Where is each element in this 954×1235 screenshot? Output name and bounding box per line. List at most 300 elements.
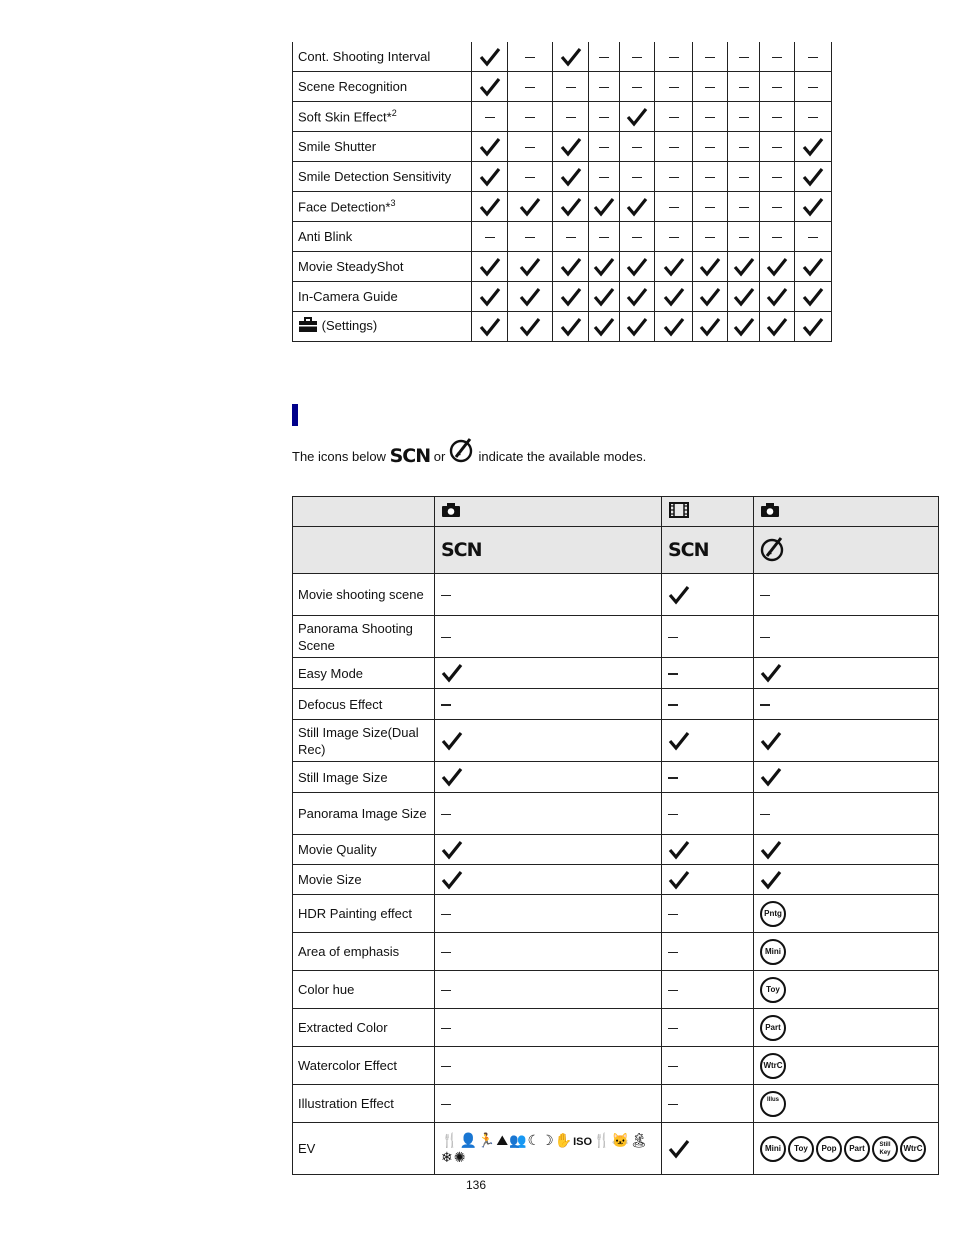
- table-cell: [553, 102, 589, 132]
- pntg-effect-icon: Pntg: [760, 901, 786, 927]
- check-icon: [802, 138, 824, 153]
- check-icon: [560, 198, 582, 213]
- dash-icon: [599, 57, 609, 59]
- dash-icon: [441, 595, 451, 597]
- table-cell: [589, 102, 620, 132]
- night-scene-icon: ☾: [527, 1131, 541, 1148]
- still-key-effect-icon: Still Key: [872, 1136, 898, 1162]
- table-cell: [620, 42, 655, 72]
- table-cell: [472, 162, 508, 192]
- row-label: Color hue: [293, 971, 435, 1009]
- scn-icon: SCN: [668, 539, 709, 561]
- dash-icon: [760, 595, 770, 597]
- table-cell: [553, 162, 589, 192]
- table-row: [293, 1123, 939, 1175]
- table-cell: [472, 222, 508, 252]
- dash-icon: [599, 147, 609, 149]
- dash-icon: [808, 117, 818, 119]
- row-label: Watercolor Effect: [293, 1047, 435, 1085]
- table-cell: [693, 42, 728, 72]
- table-cell: [795, 72, 832, 102]
- row-label: Area of emphasis: [293, 933, 435, 971]
- table-cell: [589, 252, 620, 282]
- table-cell: [435, 793, 662, 835]
- check-icon: [626, 318, 648, 333]
- dash-icon: [705, 147, 715, 149]
- check-icon: [699, 288, 721, 303]
- row-label: In-Camera Guide: [293, 282, 472, 312]
- check-icon: [626, 108, 648, 123]
- table-cell: [508, 222, 553, 252]
- dash-icon: [525, 147, 535, 149]
- table-cell: [728, 162, 760, 192]
- table-cell: [655, 312, 693, 342]
- table-cell: [693, 102, 728, 132]
- dash-icon: [705, 177, 715, 179]
- intro-after: indicate the available modes.: [478, 448, 647, 464]
- table-cell: [754, 574, 939, 616]
- table-cell: [435, 1009, 662, 1047]
- table-cell: [760, 252, 795, 282]
- header-row-icons: [293, 497, 939, 527]
- row-label: HDR Painting effect: [293, 895, 435, 933]
- table-cell: [508, 312, 553, 342]
- table-cell: [754, 1009, 939, 1047]
- table-cell: [553, 222, 589, 252]
- table-cell: [472, 252, 508, 282]
- table-cell: [620, 312, 655, 342]
- dash-icon: [760, 704, 770, 706]
- header-cell: [662, 527, 754, 574]
- film-icon: [668, 501, 690, 522]
- dash-icon: [760, 637, 770, 639]
- table-cell: [693, 132, 728, 162]
- table-cell: [589, 192, 620, 222]
- check-icon: [479, 78, 501, 93]
- table-cell: [760, 192, 795, 222]
- row-label: Movie SteadyShot: [293, 252, 472, 282]
- dash-icon: [772, 207, 782, 209]
- table-cell: [662, 1085, 754, 1123]
- table-cell: [435, 865, 662, 895]
- table-cell: [795, 252, 832, 282]
- table-cell: [754, 616, 939, 658]
- table-cell: [693, 162, 728, 192]
- table-cell: [662, 720, 754, 762]
- table-cell: [760, 102, 795, 132]
- night-portrait-icon: ☽: [541, 1131, 554, 1148]
- row-label: Still Image Size(Dual Rec): [293, 720, 435, 762]
- check-icon: [479, 258, 501, 273]
- toy-effect-icon: Toy: [760, 977, 786, 1003]
- picture-effect-icon: [760, 535, 786, 566]
- dash-icon: [669, 237, 679, 239]
- table-row: [293, 162, 832, 192]
- dash-icon: [525, 57, 535, 59]
- dash-icon: [566, 87, 576, 89]
- table-cell: [655, 162, 693, 192]
- table-cell: [662, 689, 754, 720]
- dash-icon: [668, 990, 678, 992]
- check-icon: [802, 168, 824, 183]
- table-cell: [435, 720, 662, 762]
- table-row: [293, 720, 939, 762]
- table-row: [293, 72, 832, 102]
- table-cell: [662, 971, 754, 1009]
- table-cell: [754, 971, 939, 1009]
- table-cell: [435, 971, 662, 1009]
- dash-icon: [441, 704, 451, 706]
- table-row: [293, 252, 832, 282]
- dash-icon: [772, 147, 782, 149]
- dash-icon: [739, 147, 749, 149]
- table-cell: [655, 282, 693, 312]
- table-cell: [662, 616, 754, 658]
- dash-icon: [705, 117, 715, 119]
- table-cell: [662, 1123, 754, 1175]
- table-cell: [620, 192, 655, 222]
- dash-icon: [668, 777, 678, 779]
- table-cell: [620, 102, 655, 132]
- check-icon: [593, 288, 615, 303]
- table-cell: [728, 252, 760, 282]
- part-effect-icon: Part: [844, 1136, 870, 1162]
- table-cell: [589, 162, 620, 192]
- table-cell: [693, 222, 728, 252]
- fireworks-icon: ✺: [453, 1148, 466, 1165]
- table-cell: [662, 658, 754, 689]
- dash-icon: [525, 87, 535, 89]
- function-table-1: [292, 42, 832, 342]
- dash-icon: [739, 57, 749, 59]
- check-icon: [479, 138, 501, 153]
- check-icon: [668, 841, 690, 856]
- check-icon: [560, 168, 582, 183]
- dash-icon: [808, 237, 818, 239]
- toy-effect-icon: Toy: [788, 1136, 814, 1162]
- check-icon: [479, 318, 501, 333]
- check-icon: [560, 138, 582, 153]
- dash-icon: [772, 57, 782, 59]
- wtrc-effect-icon: WtrC: [760, 1053, 786, 1079]
- check-icon: [663, 258, 685, 273]
- check-icon: [560, 48, 582, 63]
- table-cell: [693, 192, 728, 222]
- table-row: [293, 1085, 939, 1123]
- check-icon: [626, 258, 648, 273]
- high-sensitivity-icon: ISO: [573, 1135, 593, 1148]
- dash-icon: [566, 237, 576, 239]
- check-icon: [593, 318, 615, 333]
- table-cell: [655, 222, 693, 252]
- dash-icon: [485, 117, 495, 119]
- check-icon: [668, 1140, 690, 1155]
- dash-icon: [441, 1066, 451, 1068]
- check-icon: [519, 258, 541, 273]
- row-label: Movie Quality: [293, 835, 435, 865]
- dash-icon: [772, 177, 782, 179]
- table-cell: [760, 162, 795, 192]
- table-cell: [435, 933, 662, 971]
- gourmet-icon: 🍴: [593, 1131, 611, 1148]
- check-icon: [802, 288, 824, 303]
- check-icon: [668, 586, 690, 601]
- dash-icon: [632, 87, 642, 89]
- table-cell: [760, 72, 795, 102]
- camera-icon: [441, 502, 461, 521]
- check-icon: [441, 841, 463, 856]
- table-cell: [728, 282, 760, 312]
- header-empty: [293, 527, 435, 574]
- table-cell: [508, 282, 553, 312]
- dash-icon: [760, 814, 770, 816]
- table-cell: [662, 762, 754, 793]
- dash-icon: [566, 117, 576, 119]
- dash-icon: [669, 57, 679, 59]
- table-cell: [728, 132, 760, 162]
- table-cell: [754, 865, 939, 895]
- row-label: Defocus Effect: [293, 689, 435, 720]
- table-cell: [435, 1085, 662, 1123]
- check-icon: [699, 258, 721, 273]
- table-cell: [754, 933, 939, 971]
- toolbox-icon: [298, 317, 318, 336]
- check-icon: [760, 732, 782, 747]
- table-cell: [662, 1047, 754, 1085]
- dash-icon: [808, 57, 818, 59]
- check-icon: [519, 198, 541, 213]
- dash-icon: [772, 87, 782, 89]
- landscape-icon: ⛰: [496, 1131, 509, 1148]
- section-heading-bar: [292, 404, 298, 426]
- check-icon: [479, 288, 501, 303]
- row-label: Smile Shutter: [293, 132, 472, 162]
- function-table-2: [292, 496, 939, 1175]
- table-row: [293, 895, 939, 933]
- snow-icon: ❄: [441, 1148, 453, 1165]
- table-cell: [795, 42, 832, 72]
- dash-icon: [772, 117, 782, 119]
- table-cell: [795, 132, 832, 162]
- dash-icon: [668, 637, 678, 639]
- dash-icon: [705, 207, 715, 209]
- dash-icon: [632, 57, 642, 59]
- dash-icon: [668, 914, 678, 916]
- table-row: [293, 793, 939, 835]
- table-cell: [435, 895, 662, 933]
- check-icon: [766, 288, 788, 303]
- dash-icon: [441, 1104, 451, 1106]
- table-cell: [435, 835, 662, 865]
- table-cell: [508, 72, 553, 102]
- table-cell: [754, 658, 939, 689]
- check-icon: [479, 168, 501, 183]
- dash-icon: [525, 177, 535, 179]
- table-cell: [655, 42, 693, 72]
- mini-effect-icon: Mini: [760, 939, 786, 965]
- check-icon: [519, 288, 541, 303]
- dash-icon: [668, 704, 678, 706]
- table-cell: [472, 192, 508, 222]
- intro-text: [292, 436, 646, 479]
- dash-icon: [599, 237, 609, 239]
- header-row-scn: [293, 527, 939, 574]
- table-row: [293, 132, 832, 162]
- table-cell: [662, 574, 754, 616]
- check-icon: [593, 258, 615, 273]
- dash-icon: [632, 147, 642, 149]
- dash-icon: [739, 207, 749, 209]
- check-icon: [802, 198, 824, 213]
- row-label: Panorama Image Size: [293, 793, 435, 835]
- table-cell: [795, 312, 832, 342]
- check-icon: [441, 732, 463, 747]
- table-cell: [472, 312, 508, 342]
- dash-icon: [668, 673, 678, 675]
- row-label: Smile Detection Sensitivity: [293, 162, 472, 192]
- dash-icon: [669, 87, 679, 89]
- table-cell: [728, 72, 760, 102]
- dash-icon: [739, 117, 749, 119]
- portrait-icon: 👤: [459, 1131, 477, 1148]
- dash-icon: [705, 237, 715, 239]
- mini-effect-icon: Mini: [760, 1136, 786, 1162]
- table-cell: [655, 102, 693, 132]
- dash-icon: [668, 952, 678, 954]
- table-row: [293, 658, 939, 689]
- table-cell: [553, 192, 589, 222]
- table-cell: [760, 222, 795, 252]
- table-cell: [620, 222, 655, 252]
- dash-icon: [669, 147, 679, 149]
- dash-icon: [632, 177, 642, 179]
- table-cell: [472, 72, 508, 102]
- check-icon: [441, 871, 463, 886]
- check-icon: [479, 48, 501, 63]
- table-cell: [435, 1123, 662, 1175]
- table-cell: [472, 282, 508, 312]
- picture-effect-icon: [449, 436, 475, 479]
- table-cell: [435, 658, 662, 689]
- table-cell: [620, 72, 655, 102]
- table-cell: [508, 192, 553, 222]
- check-icon: [733, 258, 755, 273]
- table-row: [293, 933, 939, 971]
- dash-icon: [669, 117, 679, 119]
- dash-icon: [441, 637, 451, 639]
- dash-icon: [669, 177, 679, 179]
- check-icon: [733, 288, 755, 303]
- scn-icon: SCN: [441, 539, 482, 561]
- intro-or: or: [433, 448, 446, 464]
- camera-icon: [760, 502, 780, 521]
- check-icon: [441, 768, 463, 783]
- check-icon: [760, 871, 782, 886]
- check-icon: [663, 288, 685, 303]
- row-label: Scene Recognition: [293, 72, 472, 102]
- header-cell: [754, 527, 939, 574]
- check-icon: [802, 318, 824, 333]
- table-cell: [728, 42, 760, 72]
- table-cell: [662, 865, 754, 895]
- table-row: [293, 282, 832, 312]
- table-cell: [795, 192, 832, 222]
- table-cell: [754, 762, 939, 793]
- dash-icon: [668, 1028, 678, 1030]
- dash-icon: [441, 1028, 451, 1030]
- illus-effect-icon: Illus: [760, 1091, 786, 1117]
- row-label: Extracted Color: [293, 1009, 435, 1047]
- table-cell: [754, 793, 939, 835]
- table-row: [293, 616, 939, 658]
- table-cell: [655, 252, 693, 282]
- check-icon: [593, 198, 615, 213]
- table-cell: [760, 282, 795, 312]
- dash-icon: [739, 87, 749, 89]
- check-icon: [760, 841, 782, 856]
- table-row: [293, 222, 832, 252]
- check-icon: [560, 258, 582, 273]
- check-icon: [663, 318, 685, 333]
- header-empty: [293, 497, 435, 527]
- row-label: Anti Blink: [293, 222, 472, 252]
- table-row: [293, 574, 939, 616]
- scn-icon: SCN: [389, 444, 431, 467]
- hand-held-twilight-icon: ✋: [554, 1131, 573, 1148]
- dash-icon: [599, 117, 609, 119]
- table-row: [293, 312, 832, 342]
- table-cell: [795, 162, 832, 192]
- dash-icon: [599, 87, 609, 89]
- check-icon: [766, 318, 788, 333]
- table-cell: [662, 933, 754, 971]
- dash-icon: [485, 237, 495, 239]
- table-cell: [553, 252, 589, 282]
- table-row: [293, 689, 939, 720]
- header-cell: [435, 497, 662, 527]
- intro-before: The icons below: [292, 448, 386, 464]
- row-label: (Settings): [293, 312, 472, 342]
- table-cell: [620, 132, 655, 162]
- backlight-portrait-icon: 👥: [509, 1131, 527, 1148]
- part-effect-icon: Part: [760, 1015, 786, 1041]
- dash-icon: [705, 57, 715, 59]
- table-cell: [728, 102, 760, 132]
- table-cell: [553, 72, 589, 102]
- table-cell: [620, 282, 655, 312]
- table-row: [293, 971, 939, 1009]
- table-cell: [662, 895, 754, 933]
- sports-icon: 🏃: [477, 1131, 496, 1148]
- check-icon: [519, 318, 541, 333]
- table-row: [293, 1009, 939, 1047]
- table-row: [293, 102, 832, 132]
- table-cell: [754, 720, 939, 762]
- table-cell: [435, 574, 662, 616]
- table-cell: [553, 282, 589, 312]
- table-cell: [472, 42, 508, 72]
- check-icon: [560, 318, 582, 333]
- check-icon: [560, 288, 582, 303]
- table-cell: [589, 312, 620, 342]
- table-cell: [728, 312, 760, 342]
- table-cell: [693, 252, 728, 282]
- check-icon: [441, 664, 463, 679]
- table-row: [293, 192, 832, 222]
- dash-icon: [739, 237, 749, 239]
- row-label: Movie Size: [293, 865, 435, 895]
- header-cell: [662, 497, 754, 527]
